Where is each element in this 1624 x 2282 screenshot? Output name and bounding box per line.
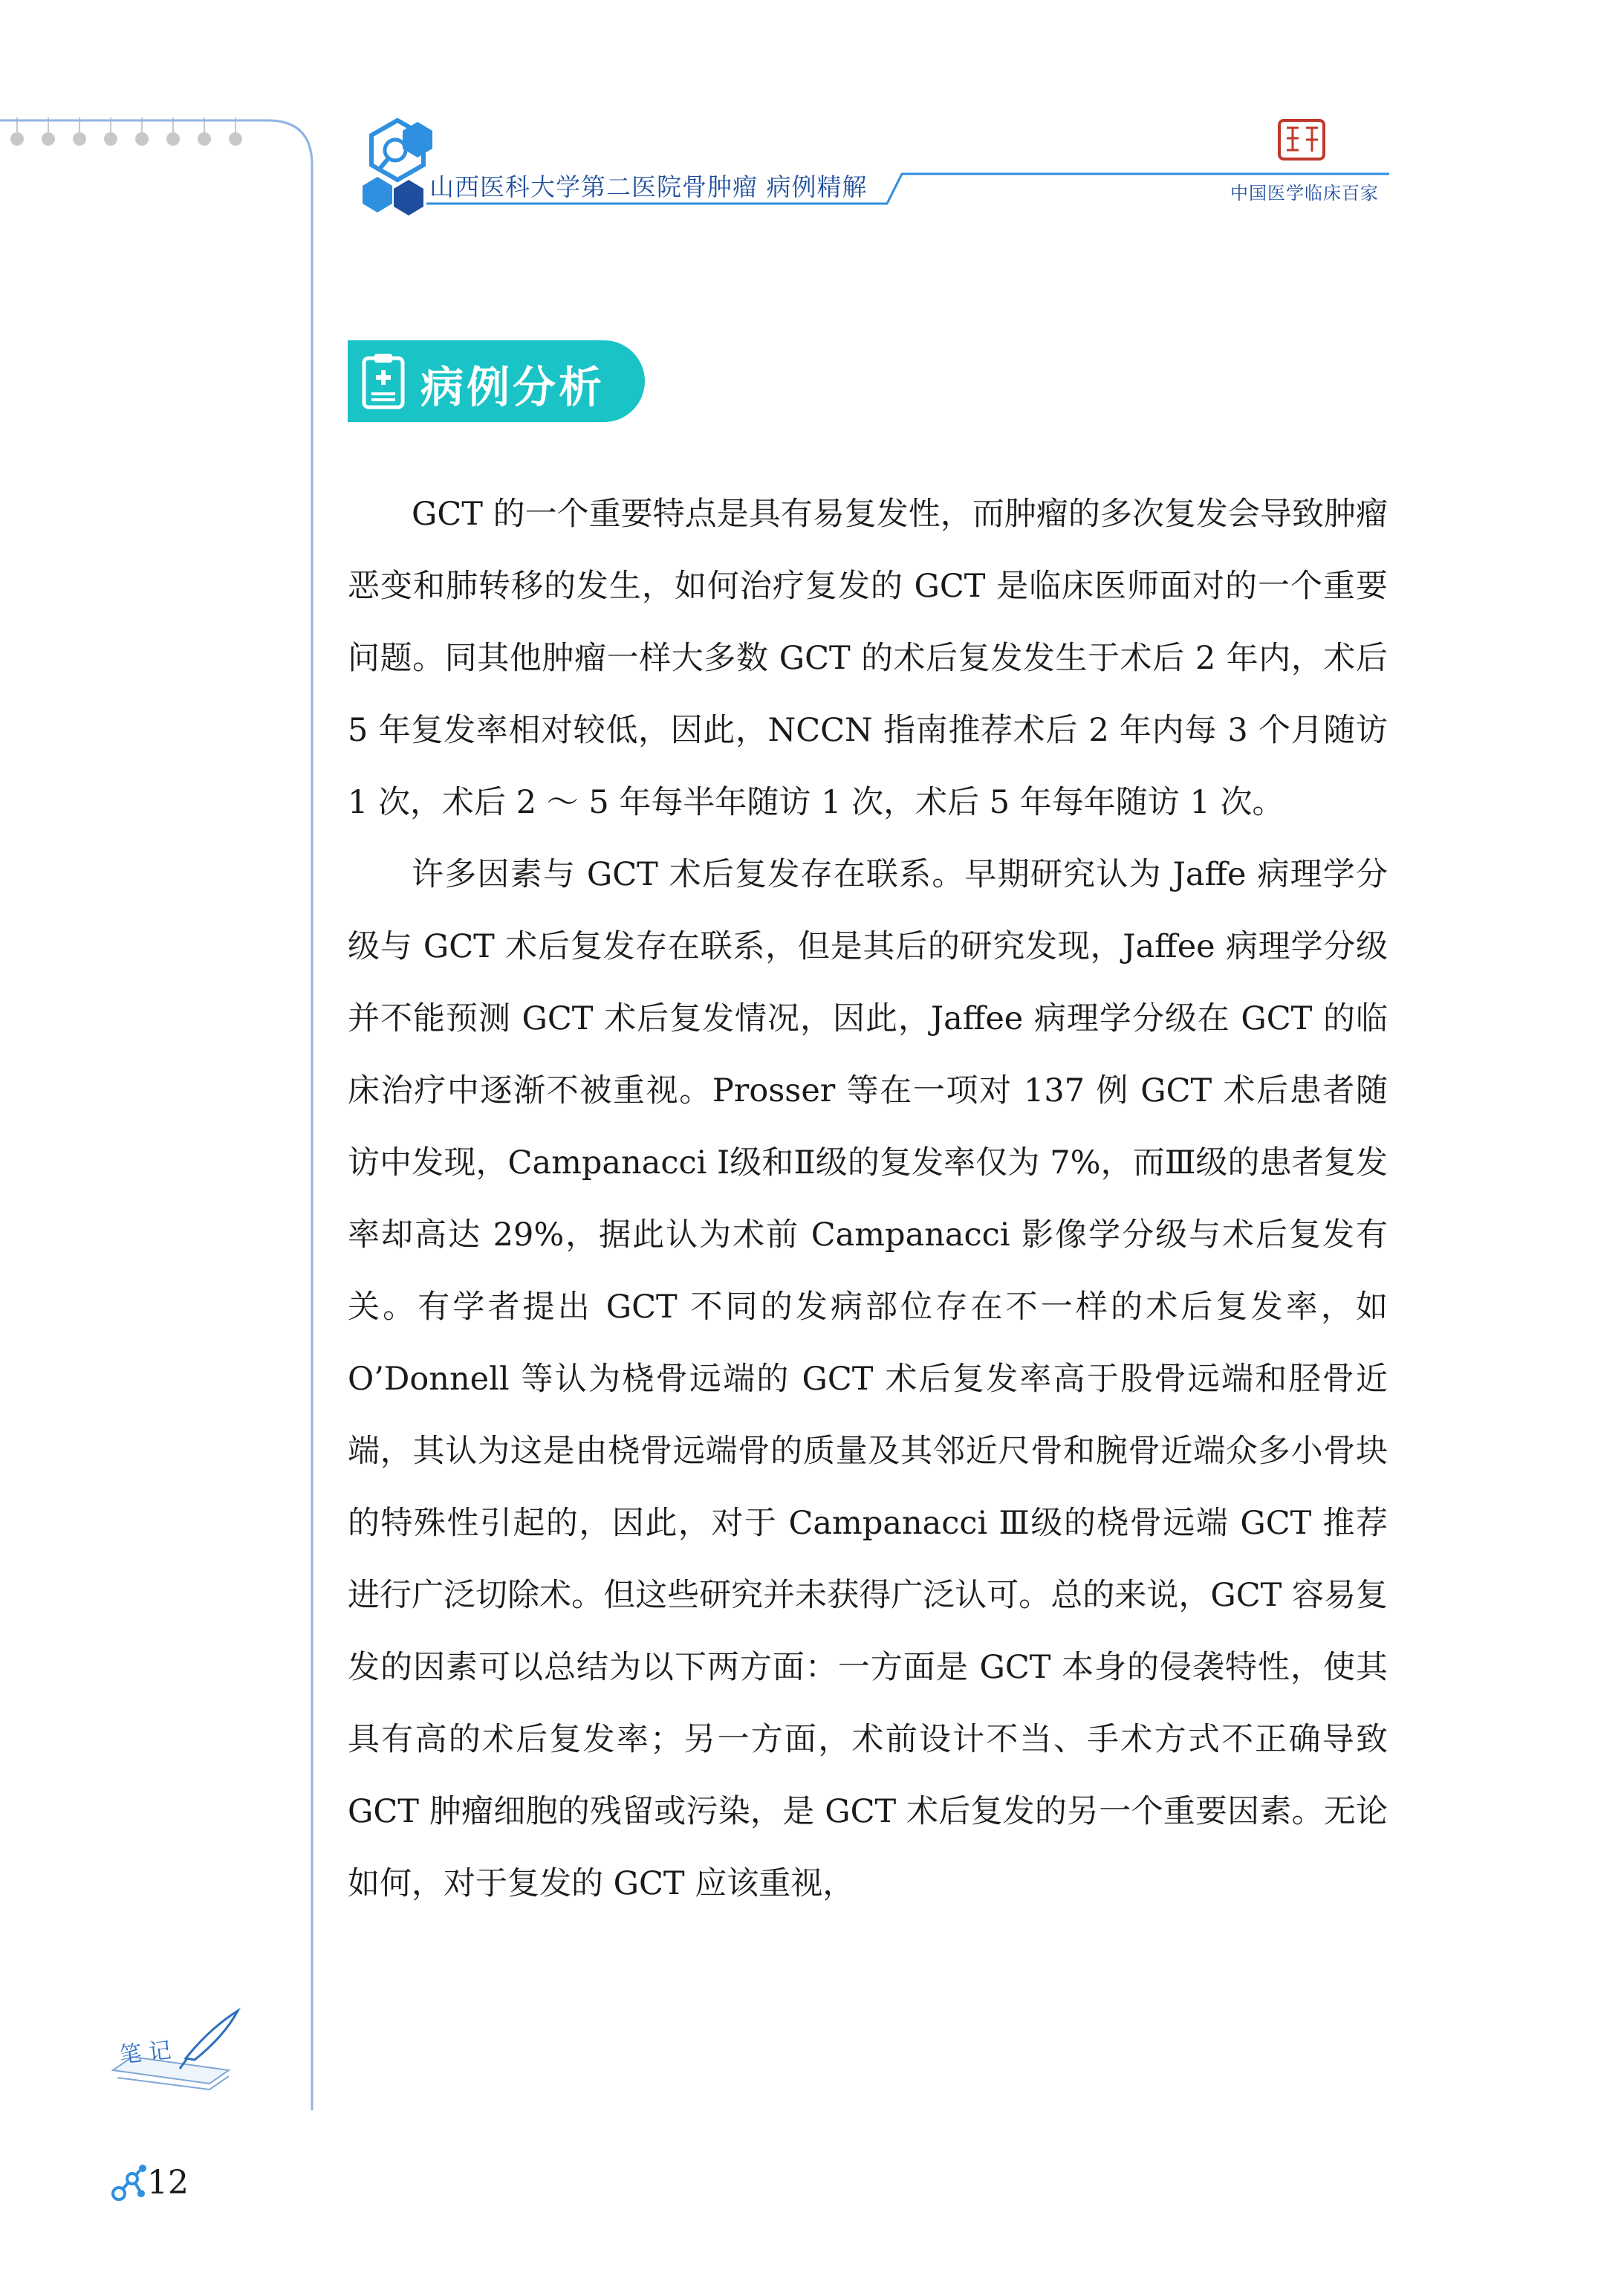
- notes-icon: [98, 2006, 247, 2095]
- book-title: 山西医科大学第二医院骨肿瘤 病例精解: [429, 172, 868, 201]
- series-name: 中国医学临床百家: [1230, 183, 1379, 204]
- page-number: 12: [147, 2164, 189, 2202]
- molecule-icon: [110, 2162, 149, 2204]
- margin-line: [0, 119, 319, 2110]
- seal-logo-icon: [1276, 117, 1327, 162]
- svg-text:笔 记: 笔 记: [118, 2037, 173, 2069]
- clipboard-icon: [360, 351, 407, 412]
- section-heading: 病例分析: [420, 362, 605, 412]
- paragraph: 许多因素与 GCT 术后复发存在联系。早期研究认为 Jaffe 病理学分级与 GCT 术后复发存在联系，但是其后的研究发现，Jaffee 病理学分级并不能预测 GCT 术后复发情况，因此，Jaffee 病理学分级在 GCT 的临床治疗中逐渐不被重视。Prosser 等在一项对 137 例 GCT 术后患者随访中发现，Campanacci Ⅰ级和Ⅱ级的复发率仅为 7%，而Ⅲ级的患者复发率却高达 29%，据此认为术前 Campanacci 影像学分级与术后复发有关。有学者提出 GCT 不同的发病部位存在不一样的术后复发率，如 O’Donnell 等认为桡骨远端的 GCT 术后复发率高于股骨远端和胫骨近端，其认为这是由桡骨远端骨的质量及其邻近尺骨和腕骨近端众多小骨块的特殊性引起的，因此，对于 Campanacci Ⅲ级的桡骨远端 GCT 推荐进行广泛切除术。但这些研究并未获得广泛认可。总的来说，GCT 容易复发的因素可以总结为以下两方面：一方面是 GCT 本身的侵袭特性，使其具有高的术后复发率；另一方面，术前设计不当、手术方式不正确导致 GCT 肿瘤细胞的残留或污染，是 GCT 术后复发的另一个重要因素。无论如何，对于复发的 GCT 应该重视，: [348, 856, 1388, 1902]
- paragraph: GCT 的一个重要特点是具有易复发性，而肿瘤的多次复发会导致肿瘤恶变和肺转移的发生，如何治疗复发的 GCT 是临床医师面对的一个重要问题。同其他肿瘤一样大多数 GCT 的术后复发发生于术后 2 年内，术后 5 年复发率相对较低，因此，NCCN 指南推荐术后 2 年内每 3 个月随访 1 次，术后 2 ～ 5 年每半年随访 1 次，术后 5 年每年随访 1 次。: [348, 496, 1388, 821]
- article-body: [348, 479, 1388, 1920]
